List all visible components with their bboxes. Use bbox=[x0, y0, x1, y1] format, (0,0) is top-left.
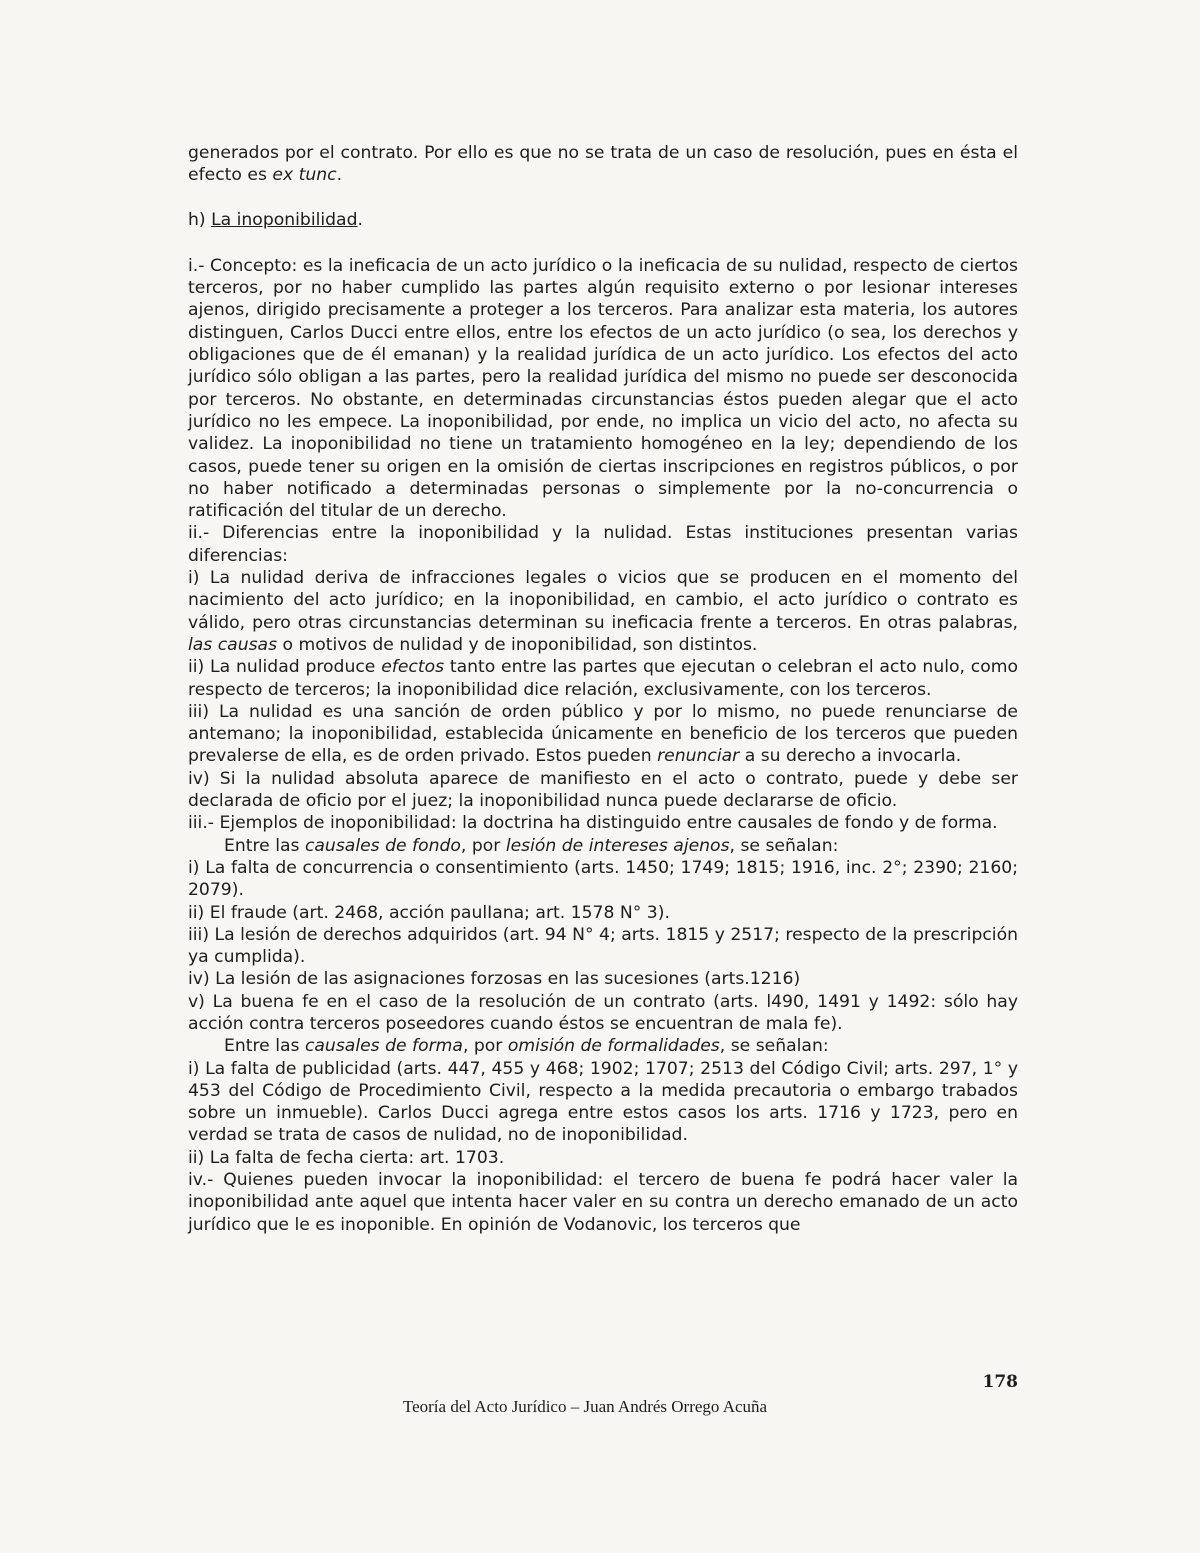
list-item: i) La falta de publicidad (arts. 447, 455 y 468; 1902; 1707; 2513 del Código Civil; arts. 297, 1° y 453 del Código de Procedimiento Civil, respecto a la medida precautoria o embargo trabados sobre un inmueble). Carlos Ducci agrega entre estos casos los arts. 1716 y 1723, pero en verdad se trata de casos de nulidad, no de inoponibilidad. bbox=[188, 1058, 1018, 1146]
paragraph-who-can-invoke: iv.- Quienes pueden invocar la inoponibilidad: el tercero de buena fe podrá hacer valer la inoponibilidad ante aquel que intenta hacer valer en su contra un derecho emanado de un acto jurídico que le es inoponible. En opinión de Vodanovic, los terceros que bbox=[188, 1170, 1018, 1235]
body-text bbox=[188, 142, 1018, 1236]
italic-term: lesión de intereses ajenos bbox=[505, 835, 730, 856]
list-item bbox=[188, 567, 1018, 656]
list-item: iv) Si la nulidad absoluta aparece de manifiesto en el acto o contrato, puede y debe ser declarada de oficio por el juez; la inoponibilidad nunca puede declararse de oficio. bbox=[188, 768, 1018, 812]
list-item: iii) La lesión de derechos adquiridos (art. 94 N° 4; arts. 1815 y 2517; respecto de la prescripción ya cumplida). bbox=[188, 924, 1018, 968]
paragraph-text: a su derecho a invocarla. bbox=[739, 746, 962, 767]
paragraph-text: i) La nulidad deriva de infracciones legales o vicios que se producen en el momento del nacimiento del acto jurídico; en la inoponibilidad, en cambio, el acto jurídico o contrato es válido, pero otras circunstancias determinan su ineficacia frente a terceros. En otras palabras, bbox=[188, 568, 1018, 633]
running-footer: Teoría del Acto Jurídico – Juan Andrés Orrego Acuña bbox=[402, 1397, 768, 1416]
heading-prefix: h) bbox=[188, 209, 212, 230]
list-item bbox=[188, 656, 1018, 701]
paragraph-text: tanto entre las partes que ejecutan o celebran el acto nulo, como respecto de terceros; la inoponibilidad dice relación, exclusivamente, con los terceros. bbox=[188, 657, 1018, 700]
paragraph-text: iii) La nulidad es una sanción de orden público y por lo mismo, no puede renunciarse de antemano; la inoponibilidad, establecida únicamente en beneficio de los terceros que pueden prevalerse de ella, es de orden privado. Estos pueden bbox=[188, 701, 1018, 767]
section-heading bbox=[188, 209, 1018, 231]
italic-term: causales de fondo bbox=[304, 835, 461, 856]
paragraph-text: Entre las bbox=[224, 835, 305, 856]
list-item: ii) El fraude (art. 2468, acción paulIana; art. 1578 N° 3). bbox=[188, 902, 670, 923]
paragraph-differences: ii.- Diferencias entre la inoponibilidad y la nulidad. Estas instituciones presentan varias diferencias: bbox=[188, 523, 1018, 566]
paragraph-text: . bbox=[336, 165, 343, 186]
paragraph-concept: i.- Concepto: es la ineficacia de un acto jurídico o la ineficacia de su nulidad, respecto de ciertos terceros, por no haber cumplido las partes algún requisito externo o por lesionar intereses ajenos, dirigido precisamente a proteger a los terceros. Para analizar esta materia, los autores distinguen, Carlos Ducci entre ellos, entre los efectos de un acto jurídico (o sea, los derechos y obligaciones que de él emanan) y la realidad jurídica de un acto jurídico. Los efectos del acto jurídico sólo obligan a las partes, pero la realidad jurídica del mismo no puede ser desconocida por terceros. No obstante, en determinadas circunstancias éstos pueden alegar que el acto jurídico no les empece. La inoponibilidad, por ende, no implica un vicio del acto, no afecta su validez. La inoponibilidad no tiene un tratamiento homogéneo en la ley; dependiendo de los casos, puede tener su origen en la omisión de ciertas inscripciones en registros públicos, o por no haber notificado a determinadas personas o simplemente por la no-concurrencia o ratificación del titular de un derecho. bbox=[188, 255, 1018, 522]
paragraph-text: , se señalan: bbox=[719, 1036, 829, 1057]
paragraph-examples: iii.- Ejemplos de inoponibilidad: la doctrina ha distinguido entre causales de fondo y de forma. bbox=[188, 813, 998, 834]
paragraph-causales-forma bbox=[188, 1035, 1018, 1057]
italic-term: omisión de formalidades bbox=[507, 1036, 720, 1057]
paragraph-text: Entre las bbox=[224, 1036, 305, 1057]
italic-term: ex tunc bbox=[272, 165, 337, 186]
list-item: v) La buena fe en el caso de la resolución de un contrato (arts. l490, 1491 y 1492: sólo hay acción contra terceros poseedores cuando éstos se encuentran de mala fe). bbox=[188, 991, 1018, 1034]
paragraph-intro bbox=[188, 142, 1018, 187]
heading-title: La inoponibilidad bbox=[211, 209, 358, 230]
paragraph-text: o motivos de nulidad y de inoponibilidad, son distintos. bbox=[277, 634, 758, 655]
paragraph-text: generados por el contrato. Por ello es que no se trata de un caso de resolución, pues en ésta el efecto es bbox=[188, 143, 1018, 186]
list-item: iv) La lesión de las asignaciones forzosas en las sucesiones (arts.1216) bbox=[188, 969, 801, 990]
paragraph-text: ii) La nulidad produce bbox=[188, 657, 382, 678]
paragraph-text: , se señalan: bbox=[729, 835, 839, 856]
page-number: 178 bbox=[982, 1372, 1018, 1392]
list-item bbox=[188, 701, 1018, 768]
heading-suffix: . bbox=[357, 209, 363, 230]
paragraph-text: , por bbox=[462, 1036, 508, 1057]
italic-term: renunciar bbox=[657, 746, 740, 767]
italic-term: efectos bbox=[381, 657, 445, 678]
paragraph-text: , por bbox=[460, 835, 506, 856]
italic-term: causales de forma bbox=[304, 1036, 463, 1057]
italic-term: las causas bbox=[188, 634, 278, 655]
paragraph-causales-fondo bbox=[188, 835, 1018, 857]
list-item: i) La falta de concurrencia o consentimiento (arts. 1450; 1749; 1815; 1916, inc. 2°; 2390; 2160; 2079). bbox=[188, 857, 1018, 901]
list-item: ii) La falta de fecha cierta: art. 1703. bbox=[188, 1147, 505, 1168]
